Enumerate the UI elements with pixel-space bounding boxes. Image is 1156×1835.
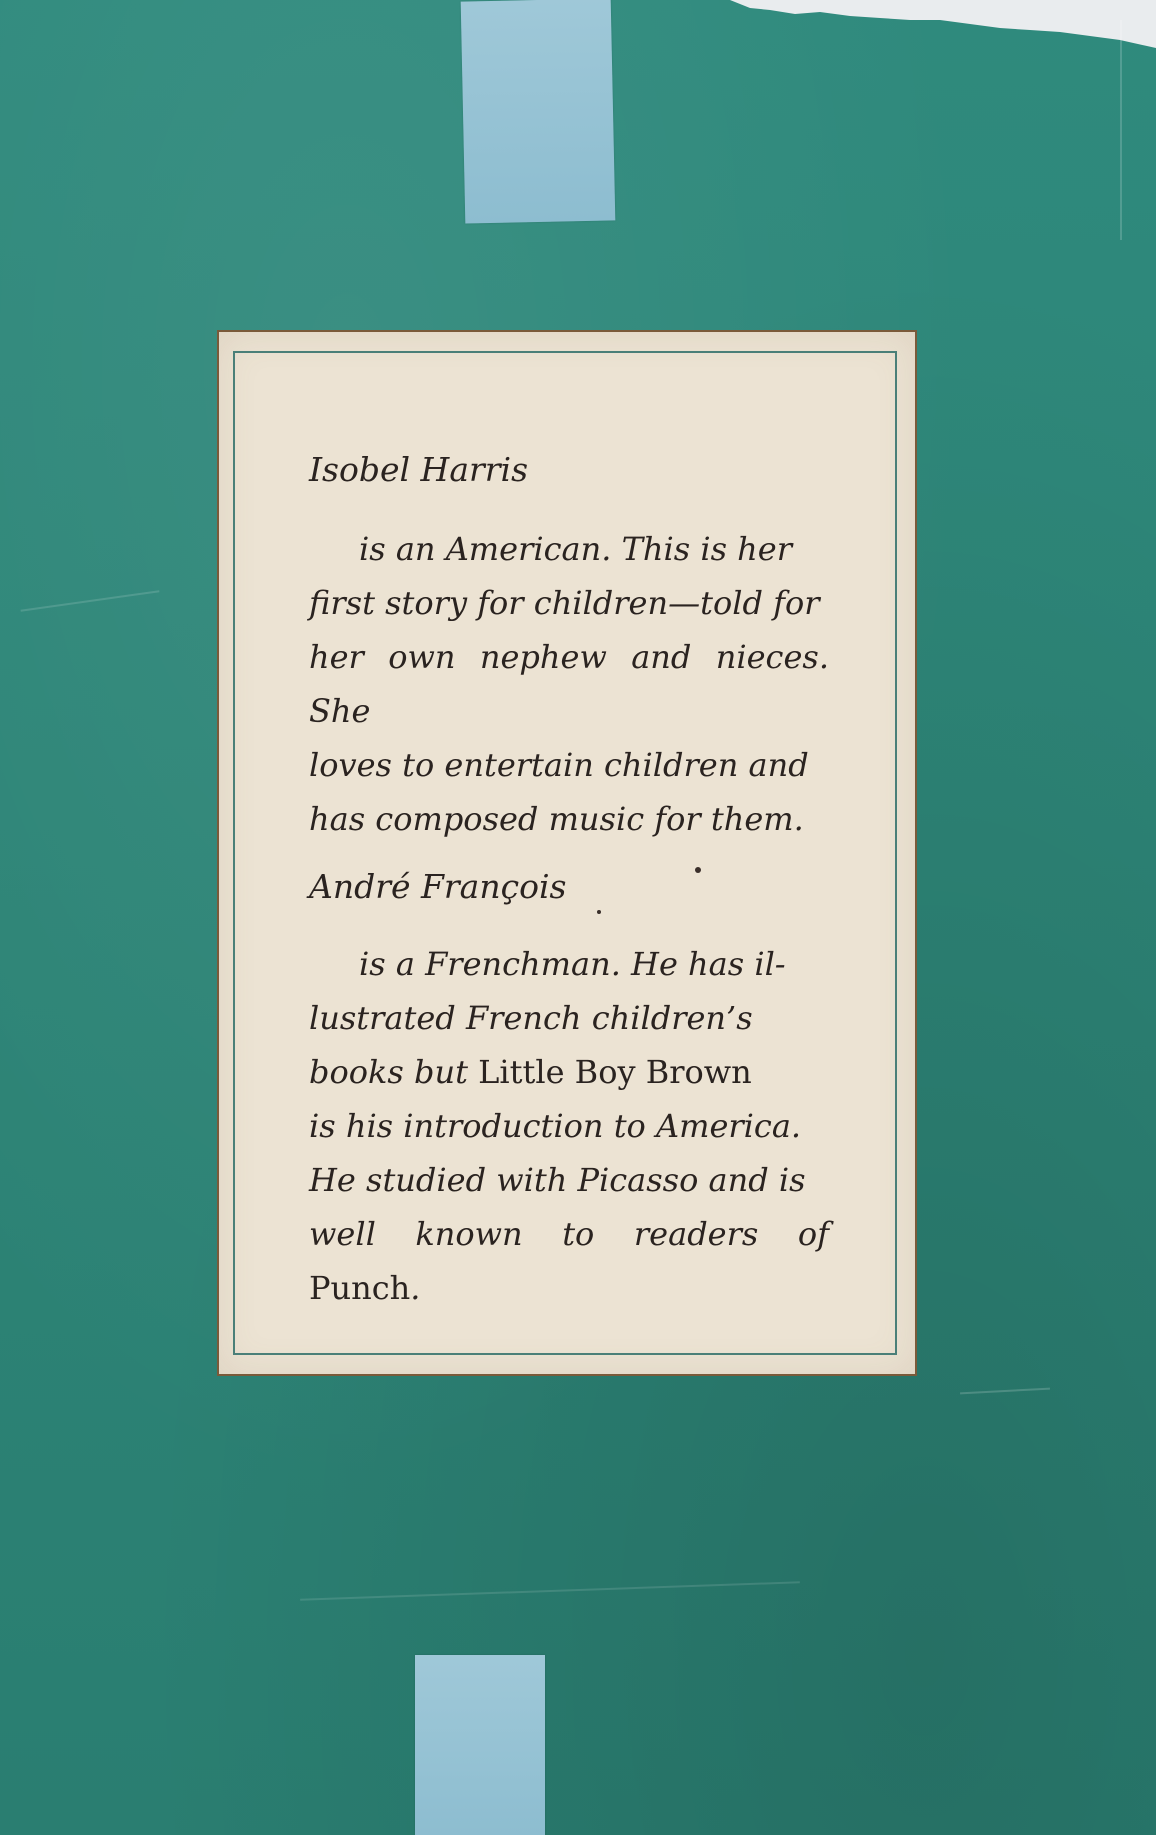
crease-mark [21,590,160,611]
illustrator-bio-line: books but [309,1053,479,1091]
ink-speck [695,867,701,873]
tape-strip-top [461,0,616,224]
tape-strip-bottom [415,1655,545,1835]
ink-speck [597,910,601,914]
illustrator-bio-line: is his introduction to America. [309,1107,802,1145]
author-bio-line: is an American. This is her [359,530,793,568]
book-title: Little Boy Brown [478,1053,752,1091]
illustrator-bio-line: He studied with Picasso and is [309,1161,806,1199]
illustrator-bio-line: well known to readers of [309,1215,829,1253]
author-bio-line: her own nephew and nieces. She [309,638,829,730]
author-bio-line: first story for children—told for [309,584,820,622]
illustrator-bio [309,937,829,1315]
author-info-label [217,330,917,1376]
crease-mark [1120,20,1122,240]
illustrator-name: André François [309,867,567,906]
illustrator-bio-line: . [410,1269,421,1307]
author-bio-line: loves to entertain children and [309,746,809,784]
magazine-title: Punch [309,1269,411,1307]
illustrator-bio-line: is a Frenchman. He has il- [359,945,786,983]
author-name: Isobel Harris [309,450,529,489]
author-bio [309,522,829,846]
author-bio-line: has composed music for them. [309,800,804,838]
crease-mark [960,1388,1050,1395]
torn-corner [700,0,1156,55]
illustrator-bio-line: lustrated French children’s [309,999,753,1037]
crease-mark [300,1581,800,1600]
